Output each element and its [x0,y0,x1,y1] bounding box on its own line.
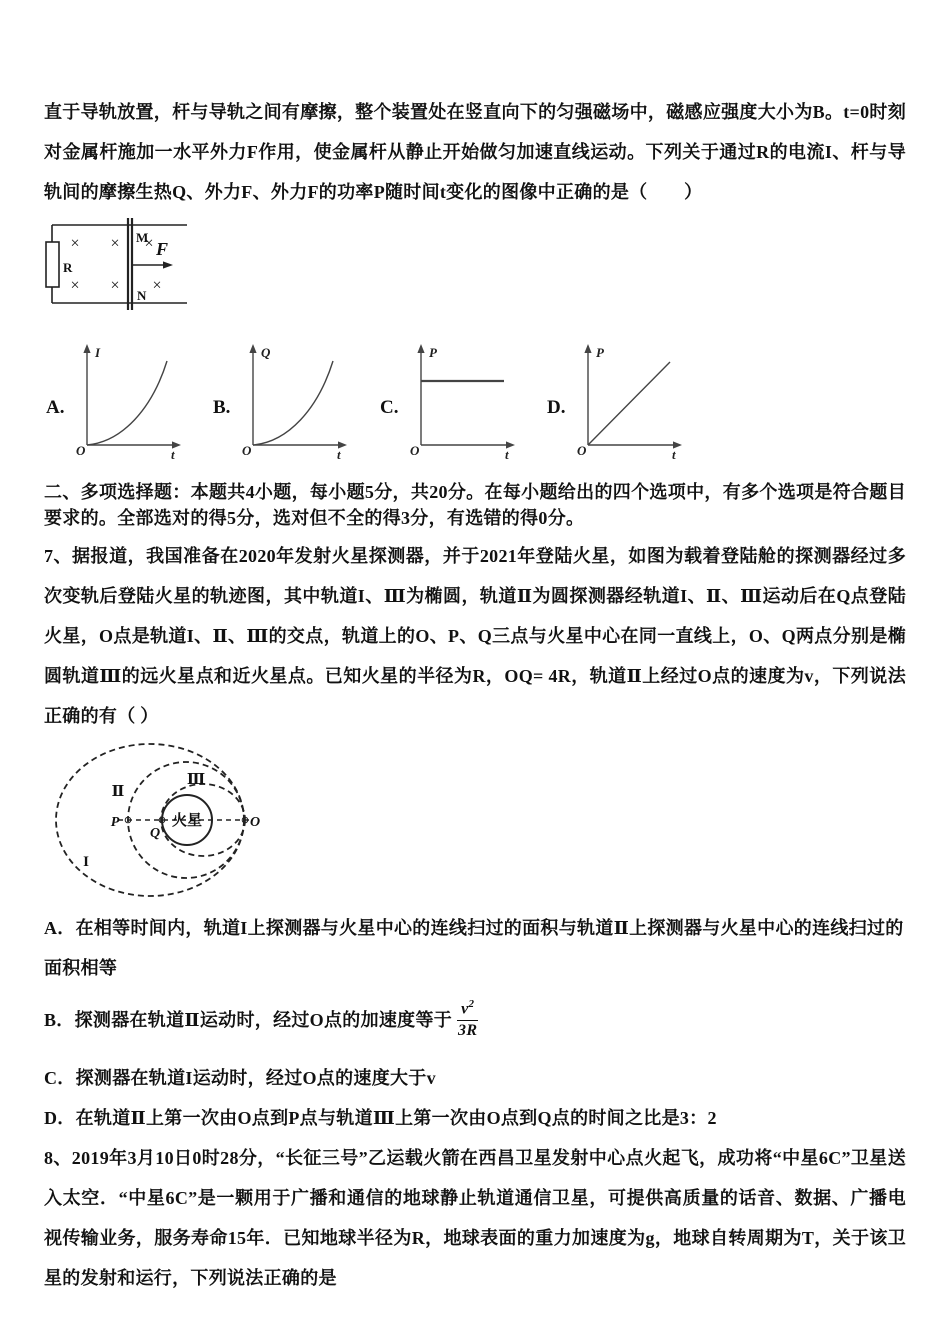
orbit-2-label: Ⅱ [111,784,125,800]
origin-label: O [410,443,420,458]
graph-d-svg [571,341,689,461]
y-axis-label: P [429,345,438,360]
y-axis-arrow [418,344,425,353]
y-axis-label: P [596,345,605,360]
fraction-numerator [457,998,478,1021]
circuit-svg [44,215,196,321]
fraction-denominator [457,1021,478,1040]
circuit-figure [44,215,906,321]
graph-b-svg [236,341,354,461]
rail-m-label: M [136,230,149,245]
graph-c-svg [404,341,522,461]
numerator-base: v [461,1000,469,1018]
q7-option-b [44,988,906,1050]
q7-option-a: A．在相等时间内，轨道I上探测器与火星中心的连线扫过的面积与轨道Ⅱ上探测器与火星中心的连线扫过的面积相等 [44,918,904,978]
force-label: F [156,239,169,259]
x-axis-label: t [337,447,342,461]
graph-option-a [46,341,213,461]
resistor-label: R [63,260,73,275]
curve-linear [588,362,670,445]
field-cross-icon: × [110,277,120,294]
numerator-exponent: 2 [468,997,475,1010]
resistor-box [46,242,59,287]
option-c-label: C. [380,397,399,418]
mars-label: 火星 [171,813,203,829]
curve-concave-up [87,361,167,445]
q7-option-b-text: B．探测器在轨道Ⅱ运动时，经过O点的加速度等于 [44,1010,453,1030]
x-axis-label: t [505,447,510,461]
curve-concave-up [253,361,333,445]
question8-text: 8、2019年3月10日0时28分，“长征三号”乙运载火箭在西昌卫星发射中心点火起飞，成功将“中星6C”卫星送入太空．“中星6C”是一颗用于广播和通信的地球静止轨道通信卫星，可提供高质量的话音、数据、广播电视传输业务，服务寿命15年．已知地球半径为R，地球表面的重力加速度为g，地球自转周期为T，关于该卫星的发射和运行，下列说法正确的是 [44,1148,906,1288]
graph-options-row [46,341,906,461]
question6-text: 直于导轨放置，杆与导轨之间有摩擦，整个装置处在竖直向下的匀强磁场中，磁感应强度大小为B。t=0时刻对金属杆施加一水平外力F作用，使金属杆从静止开始做匀加速直线运动。下列关于通过R的电流I、杆与导轨间的摩擦生热Q、外力F、外力F的功率P随时间t变化的图像中正确的是（ ） [44,102,906,202]
option-a-label: A. [46,397,65,418]
option-d-label: D. [547,397,566,418]
point-o-label: O [249,815,261,830]
mars-orbit-figure [52,736,906,908]
option-b-label: B. [213,397,231,418]
y-axis-label: I [95,345,101,360]
field-cross-icon: × [70,277,80,294]
graph-option-d [547,341,714,461]
origin-label: O [577,443,587,458]
orbit-3-label: Ⅲ [186,772,206,788]
rail-n-label: N [137,288,147,303]
field-cross-icon: × [144,235,154,252]
y-axis-arrow [585,344,592,353]
origin-label: O [242,443,252,458]
denominator-value: 3R [458,1021,478,1039]
y-axis-arrow [250,344,257,353]
y-axis-arrow [84,344,91,353]
question7-text: 7、据报道，我国准备在2020年发射火星探测器，并于2021年登陆火星，如图为载着登陆舱的探测器经过多次变轨后登陆火星的轨迹图，其中轨道I、Ⅲ为椭圆，轨道Ⅱ为圆探测器经轨道I、Ⅱ、Ⅲ运动后在Q点登陆火星，O点是轨道I、Ⅱ、Ⅲ的交点，轨道上的O、P、Q三点与火星中心在同一直线上，O、Q两点分别是椭圆轨道Ⅲ的远火星点和近火星点。已知火星的半径为R，OQ= 4R，轨道Ⅱ上经过O点的速度为v，下列说法正确的有（ ） [44,546,906,726]
point-p-label: P [110,815,120,830]
graph-option-b [213,341,380,461]
x-axis-label: t [171,447,176,461]
fraction-v2-over-3r [457,998,478,1040]
y-axis-label: Q [261,345,271,360]
graph-option-c [380,341,547,461]
field-cross-icon: × [70,235,80,252]
graph-a-svg [70,341,188,461]
point-q-label: Q [149,826,161,841]
field-cross-icon: × [110,235,120,252]
force-arrow-head [163,261,173,268]
x-axis-label: t [672,447,677,461]
mars-orbit-svg [52,736,272,908]
orbit-1-label: I [83,854,89,870]
field-cross-icon: × [152,277,162,294]
origin-label: O [76,443,86,458]
q7-option-d: D．在轨道Ⅱ上第一次由O点到P点与轨道Ⅲ上第一次由O点到Q点的时间之比是3：2 [44,1108,717,1128]
section2-header: 二、多项选择题：本题共4小题，每小题5分，共20分。在每小题给出的四个选项中，有多个选项是符合题目要求的。全部选对的得5分，选对但不全的得3分，有选错的得0分。 [44,482,906,528]
q7-option-c: C．探测器在轨道I运动时，经过O点的速度大于v [44,1068,436,1088]
